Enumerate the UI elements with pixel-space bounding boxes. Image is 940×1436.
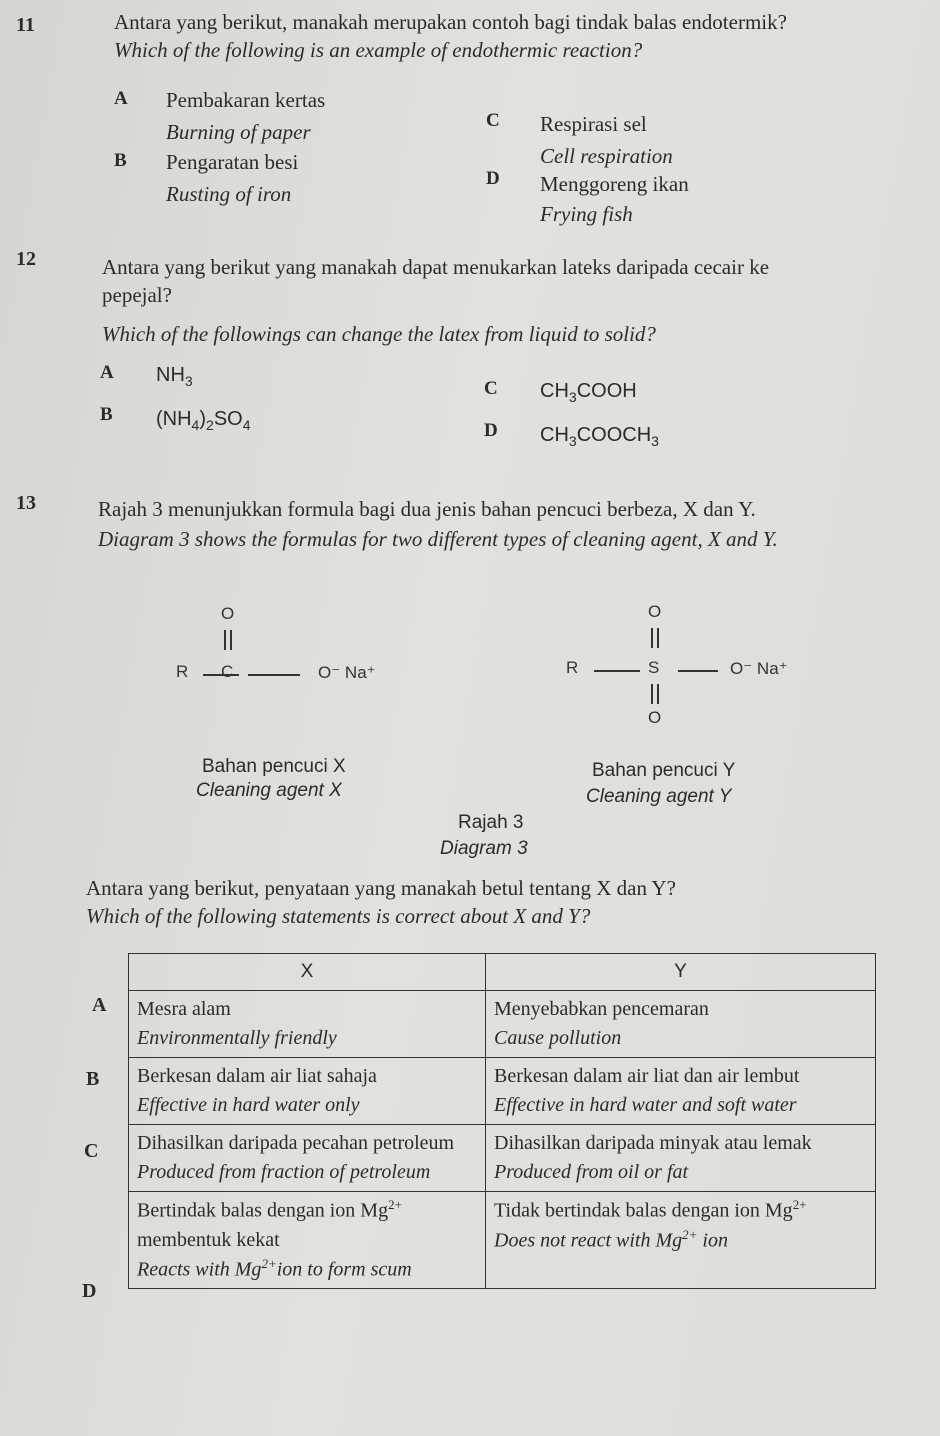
cell-malay: Mesra alam (137, 998, 231, 1020)
cell-malay: Dihasilkan daripada pecahan petroleum (137, 1132, 455, 1154)
sulfur-atom: S (648, 658, 660, 677)
double-bond (657, 628, 659, 648)
cell-english-pre: Reacts with (137, 1258, 230, 1281)
double-bond (224, 630, 226, 650)
option-letter: B (86, 1068, 100, 1090)
question-text-malay: pepejal? (102, 283, 172, 307)
option-letter: A (100, 362, 114, 383)
option-malay: Pembakaran kertas (166, 88, 326, 112)
ionic-group: O⁻ Na⁺ (730, 659, 788, 678)
option-letter: B (114, 150, 127, 171)
cell-english: Produced from oil or fat (494, 1161, 689, 1183)
cell-english: Environmentally friendly (137, 1027, 337, 1049)
caption-y-english: Cleaning agent Y (586, 786, 732, 807)
cell-y (486, 1125, 876, 1192)
cell-english-post: ion (702, 1229, 728, 1252)
cell-english: Produced from fraction of petroleum (137, 1161, 431, 1183)
cell-malay: Dihasilkan daripada minyak atau lemak (494, 1132, 812, 1154)
r-group: R (566, 658, 579, 677)
table-row (129, 1192, 876, 1289)
question-ask-malay: Antara yang berikut, penyataan yang manakah betul tentang X dan Y? (86, 876, 676, 900)
table-header-row (129, 954, 876, 991)
cell-x (129, 1192, 486, 1289)
option-letter: A (114, 88, 128, 109)
option-letter: A (92, 994, 107, 1016)
caption-y-malay: Bahan pencuci Y (592, 760, 736, 781)
carbon-atom: C (221, 662, 234, 681)
single-bond (248, 674, 300, 676)
option-malay: Menggoreng ikan (540, 172, 689, 196)
option-english: Cell respiration (540, 144, 673, 168)
question-text-malay: Antara yang berikut yang manakah dapat menukarkan lateks daripada cecair ke (102, 255, 770, 279)
oxygen-atom: O (221, 604, 235, 623)
option-malay: Pengaratan besi (166, 150, 299, 174)
option-letter: C (484, 378, 498, 399)
option-english: Rusting of iron (166, 182, 292, 206)
question-text-english: Diagram 3 shows the formulas for two different types of cleaning agent, X and Y. (98, 527, 778, 551)
formula-ammonium-sulfate: $(NH_4)_2SO_4$ (156, 408, 251, 433)
column-header-y: Y (486, 954, 876, 991)
formula-nh3: $NH_3$ (156, 364, 193, 389)
cell-x (129, 1125, 486, 1192)
question-number: 13 (16, 492, 36, 514)
oxygen-atom: O (648, 602, 662, 621)
cell-x (129, 1058, 486, 1125)
option-letter: B (100, 404, 113, 425)
formula-methyl-ethanoate: $CH_3COOCH_3$ (540, 424, 659, 449)
table-row (129, 1058, 876, 1125)
cell-english: Cause pollution (494, 1027, 622, 1049)
question-text-english: Which of the following is an example of endothermic reaction? (114, 38, 643, 62)
r-group: R (176, 662, 189, 681)
option-letter: C (84, 1140, 99, 1162)
cell-malay: Bertindak balas dengan ion $Mg^{2+}$ membentuk kekat (137, 1197, 402, 1251)
answer-table (128, 953, 876, 1289)
question-number: 12 (16, 248, 36, 270)
cell-malay: Menyebabkan pencemaran (494, 998, 709, 1020)
double-bond (657, 684, 659, 704)
cell-english: Does not react with $Mg^{2+}$ ion (494, 1226, 728, 1252)
caption-x-malay: Bahan pencuci X (202, 756, 346, 777)
double-bond (230, 630, 232, 650)
ionic-group: O⁻ Na⁺ (318, 663, 376, 682)
cell-malay: Tidak bertindak balas dengan ion $Mg^{2+}$ (494, 1197, 807, 1222)
double-bond (651, 628, 653, 648)
double-bond (651, 684, 653, 704)
option-letter: D (82, 1280, 97, 1302)
diagram-label-malay: Rajah 3 (458, 812, 524, 833)
cell-english: Reacts with $Mg^{2+}ion$ to form scum (137, 1255, 412, 1281)
option-english: Burning of paper (166, 120, 311, 144)
cell-malay-post: membentuk kekat (137, 1228, 280, 1251)
option-malay: Respirasi sel (540, 112, 647, 136)
cell-english: Effective in hard water and soft water (494, 1094, 797, 1116)
diagram-label-english: Diagram 3 (440, 838, 528, 859)
table-row (129, 991, 876, 1058)
question-text-malay: Antara yang berikut, manakah merupakan contoh bagi tindak balas endotermik? (114, 10, 787, 34)
option-letter: D (486, 168, 500, 189)
table-row (129, 1125, 876, 1192)
column-header-x: X (129, 954, 486, 991)
cell-malay-pre: Bertindak balas dengan ion (137, 1199, 356, 1222)
single-bond (678, 670, 718, 672)
cell-malay-pre: Tidak bertindak balas dengan ion (494, 1199, 760, 1222)
option-letter: C (486, 110, 500, 131)
option-letter: D (484, 420, 498, 441)
cell-y (486, 1058, 876, 1125)
caption-x-english: Cleaning agent X (196, 780, 342, 801)
cell-malay: Berkesan dalam air liat dan air lembut (494, 1065, 800, 1087)
question-text-english: Which of the followings can change the latex from liquid to solid? (102, 322, 656, 346)
single-bond (594, 670, 640, 672)
option-english: Frying fish (540, 202, 633, 226)
oxygen-atom: O (648, 708, 662, 727)
question-text-malay: Rajah 3 menunjukkan formula bagi dua jenis bahan pencuci berbeza, X dan Y. (98, 497, 756, 521)
question-ask-english: Which of the following statements is correct about X and Y? (86, 904, 591, 928)
cell-malay: Berkesan dalam air liat sahaja (137, 1065, 377, 1087)
cell-y (486, 1192, 876, 1289)
cell-y (486, 991, 876, 1058)
cell-english: Effective in hard water only (137, 1094, 360, 1116)
question-number: 11 (16, 14, 35, 36)
cell-english-pre: Does not react with (494, 1229, 651, 1252)
cell-english-post: ion to form scum (276, 1258, 412, 1281)
cell-x (129, 991, 486, 1058)
formula-ethanoic-acid: $CH_3COOH$ (540, 380, 637, 405)
